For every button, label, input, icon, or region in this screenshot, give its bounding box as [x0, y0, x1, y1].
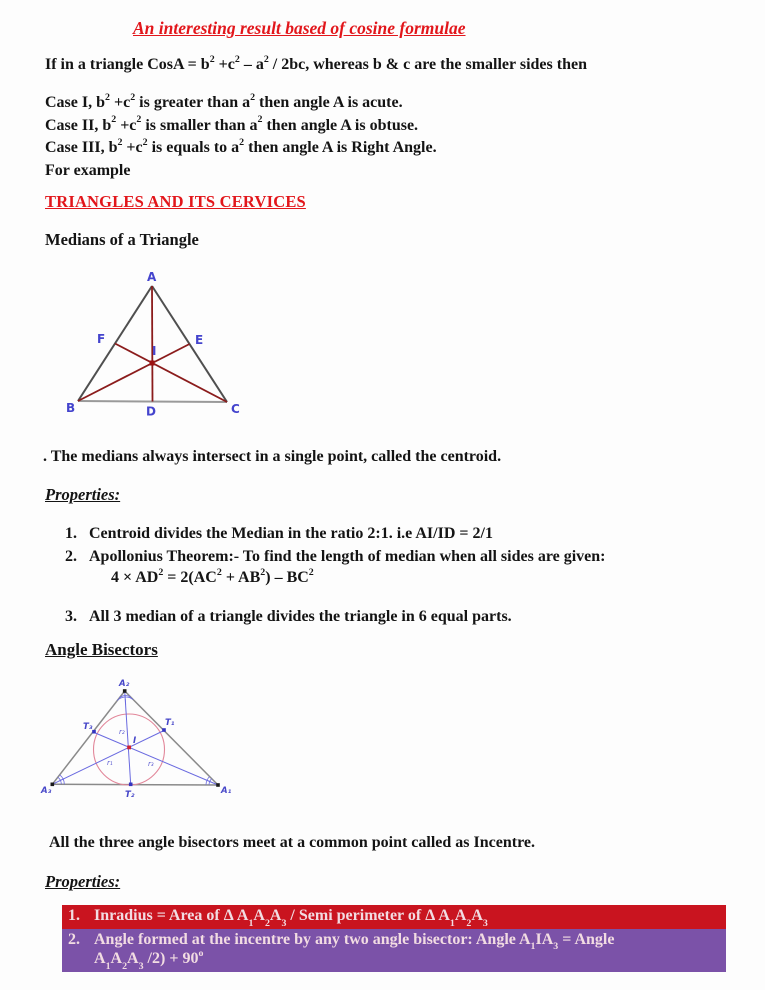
vertex-label-a2: A₂ — [119, 679, 130, 689]
intro-paragraph: If in a triangle CosA = $b^2 +c^2 - a^2 / 2bc$, whereas b & c are the smaller sides then — [45, 53, 587, 73]
example-label: For example — [45, 161, 131, 179]
banner-number: 2. — [68, 930, 80, 948]
triangle-side-a2a3 — [52, 691, 124, 784]
vertex-label-a: A — [147, 270, 157, 284]
incentre-point — [127, 746, 131, 750]
incircle — [94, 714, 165, 785]
list-item-number: 3. — [65, 608, 77, 625]
list-item-number: 1. — [65, 525, 77, 542]
radius-label-r2: r₂ — [119, 728, 125, 736]
properties-heading-2: Properties: — [45, 872, 121, 891]
median-properties-list — [65, 523, 745, 627]
triangle-side-a2a1 — [125, 691, 218, 785]
case-line-3: Case III, $b^2 +c^2$ is equals to $a^2$ then angle A is Right Angle. — [45, 136, 437, 156]
centroid-label-i: I — [152, 344, 157, 358]
case-line-1: Case I, $b^2 +c^2$ is greater than $a^2$ then angle A is acute. — [45, 91, 403, 111]
angle-bisectors-diagram — [38, 673, 250, 807]
midpoint-label-d: D — [146, 404, 156, 418]
section-heading-triangles: TRIANGLES AND ITS CERVICES — [45, 192, 306, 211]
list-item-text: Apollonius Theorem:- To find the length of median when all sides are given: — [89, 548, 606, 565]
tangent-point-t3 — [92, 730, 96, 734]
list-item — [65, 523, 745, 544]
cases-block — [45, 92, 725, 182]
tangent-label-t3: T₃ — [83, 722, 93, 732]
vertex-label-c: C — [231, 402, 240, 416]
midpoint-label-e: E — [195, 333, 204, 347]
vertex-label-b: B — [66, 401, 76, 415]
banner-text-line: Angle formed at the incentre by any two angle bisector: Angle $A_1IA_3$ = Angle — [94, 930, 615, 953]
incentre-note: All the three angle bisectors meet at a common point called as Incentre. — [49, 834, 535, 851]
radius-label-r1: r₁ — [107, 759, 113, 767]
midpoint-label-f: F — [97, 332, 106, 346]
subheading-medians: Medians of a Triangle — [45, 230, 199, 249]
list-item — [65, 606, 745, 627]
banner-inradius — [62, 905, 726, 929]
radius-label-r3: r₃ — [148, 760, 154, 768]
incentre-label-i: I — [133, 736, 137, 746]
list-item — [65, 546, 745, 567]
vertex-label-a3: A₃ — [41, 786, 52, 796]
tangent-label-t2: T₂ — [125, 790, 135, 800]
vertex-label-a1: A₁ — [221, 786, 232, 796]
list-item-text: All 3 median of a triangle divides the triangle in 6 equal parts. — [89, 608, 512, 625]
apollonius-formula: $4 \times AD^2 = 2(AC^2 + AB^2) - BC^2$ — [111, 566, 314, 586]
banner-number: 1. — [68, 907, 80, 924]
tangent-label-t1: T₁ — [165, 718, 175, 728]
banner-text: Inradius = Area of Δ $A_1A_2A_3$ / Semi perimeter of Δ $A_1A_2A_3$ — [94, 907, 488, 929]
centroid-note: . The medians always intersect in a single point, called the centroid. — [43, 448, 502, 465]
bisector-from-a2 — [125, 691, 131, 784]
list-item-number: 2. — [65, 548, 77, 565]
incentre-properties-banners — [62, 905, 726, 972]
vertex-point-a1 — [216, 783, 220, 787]
list-item-text: Centroid divides the Median in the ratio 2:1. i.e AI/ID = 2/1 — [89, 525, 493, 542]
centroid-point — [150, 361, 155, 366]
section-heading-angle-bisectors: Angle Bisectors — [45, 640, 158, 659]
tangent-point-t1 — [162, 728, 166, 732]
properties-heading-1: Properties: — [45, 485, 121, 504]
banner-incentre-angle — [62, 929, 726, 972]
tangent-point-t2 — [129, 783, 133, 787]
banner-text-line: $A_1A_2A_3$ $/2) + 90^o$ — [94, 947, 204, 972]
vertex-point-a2 — [123, 689, 127, 693]
banner-text — [94, 930, 615, 972]
doc-title: An interesting result based of cosine formulae — [133, 18, 466, 38]
medians-triangle-diagram — [45, 263, 245, 418]
case-line-2: Case II, $b^2 +c^2$ is smaller than $a^2$ then angle A is obtuse. — [45, 114, 419, 134]
